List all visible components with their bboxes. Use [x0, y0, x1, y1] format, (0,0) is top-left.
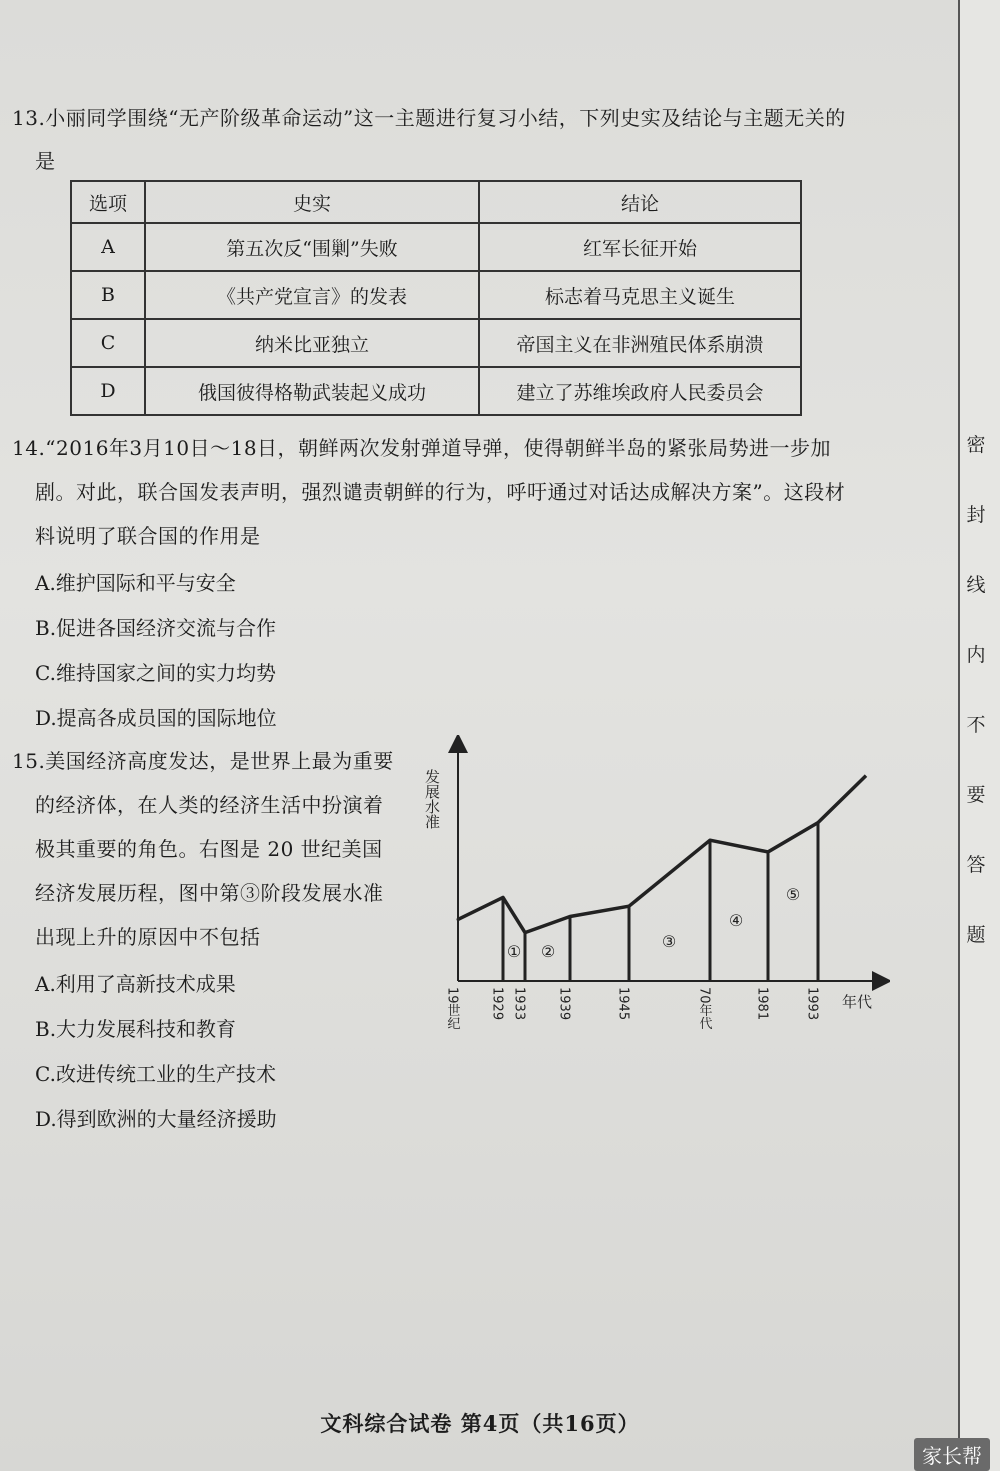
- binding-char: 题: [966, 924, 986, 946]
- stage-label: ①: [506, 942, 522, 961]
- x-tick-label: 70年代: [696, 987, 712, 1030]
- q15-option-b: B.大力发展科技和教育: [35, 1017, 237, 1041]
- stage-label: ⑤: [785, 885, 801, 904]
- q15-option-a: A.利用了高新技术成果: [35, 972, 236, 996]
- data-point: [569, 915, 572, 918]
- data-point: [709, 839, 712, 842]
- q14-stem-line3: 料说明了联合国的作用是: [35, 524, 261, 548]
- q13-stem-line1: 13.小丽同学围绕“无产阶级革命运动”这一主题进行复习小结，下列史实及结论与主题无关的: [12, 106, 846, 130]
- table-cell: C: [71, 319, 145, 367]
- stage-label: ④: [728, 911, 744, 930]
- table-cell: D: [71, 367, 145, 415]
- data-point: [457, 918, 460, 921]
- x-tick-label: 1981: [754, 987, 770, 1021]
- binding-char: 密: [966, 434, 986, 456]
- table-row: [71, 271, 801, 319]
- q13-table: [70, 180, 802, 416]
- x-tick-label: 1933: [511, 987, 527, 1021]
- table-cell: A: [71, 223, 145, 271]
- data-point: [767, 850, 770, 853]
- q14-stem-line1: 14.“2016年3月10日～18日，朝鲜两次发射弹道导弹，使得朝鲜半岛的紧张局势进一步加: [12, 436, 832, 460]
- table-row: [71, 367, 801, 415]
- binding-char: 封: [966, 504, 986, 526]
- binding-char: 要: [966, 784, 986, 806]
- q14-stem-line2: 剧。对此，联合国发表声明，强烈谴责朝鲜的行为，呼吁通过对话达成解决方案”。这段材: [35, 480, 846, 504]
- stage-label: ③: [661, 932, 677, 951]
- q15-stem-line5: 出现上升的原因中不包括: [35, 925, 261, 949]
- q14-option-c: C.维持国家之间的实力均势: [35, 661, 276, 685]
- binding-char: 内: [966, 644, 986, 666]
- table-cell: 建立了苏维埃政府人民委员会: [479, 367, 801, 415]
- q14-option-b: B.促进各国经济交流与合作: [35, 616, 277, 640]
- table-cell: 第五次反“围剿”失败: [145, 223, 479, 271]
- watermark-logo: 家长帮: [914, 1438, 990, 1471]
- table-header-cell: 史实: [145, 181, 479, 223]
- x-tick-label: 1939: [556, 987, 572, 1021]
- x-tick-label: 1993: [804, 987, 820, 1021]
- table-cell: 俄国彼得格勒武装起义成功: [145, 367, 479, 415]
- q15-stem-line3: 极其重要的角色。右图是 20 世纪美国: [35, 837, 383, 861]
- table-cell: 纳米比亚独立: [145, 319, 479, 367]
- q15-stem-line1: 15.美国经济高度发达，是世界上最为重要: [12, 749, 394, 773]
- table-cell: 《共产党宣言》的发表: [145, 271, 479, 319]
- q15-stem-line2: 的经济体，在人类的经济生活中扮演着: [35, 793, 384, 817]
- binding-char: 不: [966, 714, 986, 736]
- q14-option-a: A.维护国际和平与安全: [35, 571, 236, 595]
- binding-char: 线: [966, 574, 986, 596]
- q15-stem-line4: 经济发展历程，图中第③阶段发展水准: [35, 881, 384, 905]
- stage-label: ②: [540, 942, 556, 961]
- table-cell: 红军长征开始: [479, 223, 801, 271]
- q15-option-c: C.改进传统工业的生产技术: [35, 1062, 276, 1086]
- q13-stem-line2: 是: [35, 149, 56, 173]
- x-tick-label: 1929: [489, 987, 505, 1021]
- q15-option-d: D.得到欧洲的大量经济援助: [35, 1107, 277, 1131]
- binding-char: 答: [966, 854, 986, 876]
- x-tick-label: 19世纪: [444, 987, 460, 1030]
- table-header-cell: 结论: [479, 181, 801, 223]
- data-point: [524, 931, 527, 934]
- q14-option-d: D.提高各成员国的国际地位: [35, 706, 277, 730]
- table-cell: 标志着马克思主义诞生: [479, 271, 801, 319]
- data-point: [502, 896, 505, 899]
- table-header-cell: 选项: [71, 181, 145, 223]
- table-cell: B: [71, 271, 145, 319]
- x-axis-label: 年代: [842, 993, 873, 1011]
- table-row: [71, 319, 801, 367]
- page-footer: 文科综合试卷 第4页（共16页）: [320, 1411, 640, 1436]
- table-row: [71, 223, 801, 271]
- data-point: [817, 821, 820, 824]
- data-point: [628, 905, 631, 908]
- economic-development-chart: [420, 735, 890, 1075]
- y-axis-label: 发展水准: [423, 769, 441, 829]
- table-header-row: [71, 181, 801, 223]
- development-line: [458, 776, 866, 933]
- table-cell: 帝国主义在非洲殖民体系崩溃: [479, 319, 801, 367]
- x-tick-label: 1945: [615, 987, 631, 1021]
- binding-notice: [966, 410, 986, 970]
